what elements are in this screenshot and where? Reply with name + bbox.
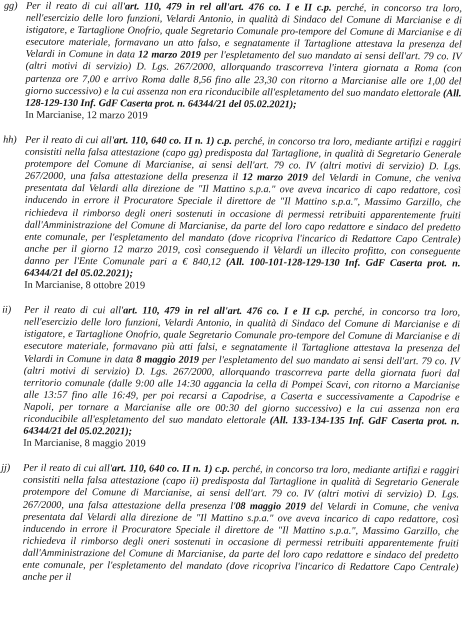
bold-legal-reference: art. 110, 479 in rel all'art. 476 co. I e II c.p.	[124, 1, 332, 14]
place-and-date: In Marcianise, 12 marzo 2019	[25, 109, 148, 122]
paragraph-content	[23, 305, 460, 453]
text-segment: del Velardi in Comune, che veniva presentata dal Velardi alla direzione de "Il Mattino s.p.a." ove aveva incarico di capo redattore, così inducendo in errore il Procuratore Speciale il direttore de "Il Mattino s.p.a.", Massimo Garzillo, che richiedeva il rimborso degli oneri sostenuti in occasione di permessi retribuiti apparentemente fruiti dall'Amministrazione del Comune di Marcianise, da parte del loro capo redattore e sindaco del predetto ente comunale, per l'espletamento del mandato (dove ricopriva l'incarico di Redattore Capo Centrale) anche per il	[22, 501, 459, 584]
bold-legal-reference: art. 110, 640 co. II n. 1) c.p.	[113, 135, 232, 147]
paragraph-label: hh)	[3, 134, 17, 146]
paragraph-label: gg)	[3, 0, 18, 12]
paragraph-body	[25, 1, 462, 113]
bold-date: 12 marzo 2019	[242, 172, 308, 184]
text-segment: per l'espletamento del suo mandato ai sensi dell'art. 79 co. IV (altri motivi di servizio) D. Lgs. 267/2000, allorquando trascorreva parte della giornata fuori dal territorio comunale (dalle 9:00 alle 14:30 aggancia la cella di Pompei Scavi, con ritorno a Marcianise alle 13:57 fino alle 16:49, per poi recarsi a Capodrise, a Caserta e successivamente a Capodrise e Napoli, per tornare a Marcianise alle ore 00:30 del giorno successivo) e la cui assenza non era riconducibile all'espletamento del suo mandato elettorale	[23, 354, 460, 427]
paragraph-content	[25, 1, 462, 125]
charge-paragraph-jj	[1, 462, 460, 584]
charge-paragraph-gg	[3, 1, 462, 125]
text-segment: perché, in concorso tra loro, nell'esercizio delle loro funzioni, Velardi Antonio, in qualità di Sindaco del Comune di Marcianise e di istigatore, e Tartaglione Onofrio, quale Segretario Comunale pro-tempore del Comune di Marcianise e di esecutore materiale, formavano un atto falso, e segnatamente il Tartaglione attestava la presenza del Velardi in Comune in data	[25, 2, 462, 61]
text-segment: Per il reato di cui all'	[25, 134, 114, 147]
place-and-date: In Marcianise, 8 ottobre 2019	[24, 279, 146, 292]
bold-legal-reference: art. 110, 640 co. II n. 1) c.p.	[111, 463, 230, 476]
charge-paragraph-hh	[2, 135, 461, 295]
text-segment: Per il reato di cui all'	[24, 304, 124, 317]
charge-paragraph-ii	[1, 305, 460, 453]
paragraph-body	[22, 463, 459, 587]
text-segment: perché, in concorso tra loro, mediante artifizi e raggiri consistiti nella falsa attestazione (capo gg) predisposta dal Tartaglione, in qualità di Segretario Generale protempore del Comune di Marcianise, ai sensi dell'art. 79 co. IV (altri motivi di servizio) D. Lgs. 267/2000, una falsa attestazione della presenza il	[24, 135, 462, 184]
paragraph-body	[24, 135, 461, 283]
paragraph-body	[23, 305, 460, 441]
bold-date: 8 maggio 2019	[136, 353, 200, 366]
paragraph-content	[22, 462, 460, 584]
bold-date: 12 marzo 2019	[138, 49, 201, 62]
bold-attachment-reference: (All. 133-134-135 Inf. GdF Caserta prot. n. 64344/21 del 05.02.2021);	[23, 415, 460, 438]
bold-attachment-reference: (All. 100-101-128-129-130 Inf. GdF Caserta prot. n. 64344/21 del 05.02.2021);	[24, 256, 461, 280]
text-segment: Per il reato di cui all'	[23, 462, 112, 475]
text-segment: Per il reato di cui all'	[25, 0, 125, 13]
place-and-date: In Marcianise, 8 maggio 2019	[23, 437, 146, 450]
paragraph-label: ii)	[2, 304, 12, 316]
paragraph-content	[24, 135, 461, 295]
text-segment: perché, in concorso tra loro, nell'esercizio delle loro funzioni, Velardi Antonio, in qualità di Sindaco del Comune di Marcianise e di istigatore, e Tartaglione Onofrio, quale Segretario Comunale pro-tempore del Comune di Marcianise e di esecutore materiale, formavano più atti falsi, e segnatamente il Tartaglione attestava la presenza del Velardi in Comune in data	[23, 306, 461, 365]
text-segment: per l'espletamento del suo mandato ai sensi dell'art. 79 co. IV (altri motivi di servizio) D. Lgs. 267/2000, allorquando trascorreva l'intera giornata a Roma (con partenza ore 7,00 e arrivo Roma dalle 8,56 fino alle 23,30 con ritorno a Marcianise alle ore 1,00 del giorno successivo) e la cui assenza non era riconducibile all'espletamento del suo mandato elettorale	[25, 50, 462, 99]
bold-attachment-reference: (All. 128-129-130 Inf. GdF Caserta prot. n. 64344/21 del 05.02.2021);	[25, 87, 462, 111]
text-segment: del Velardi in Comune, che veniva presentata dal Velardi alla direzione de "Il Mattino s.p.a." ove aveva incarico di capo redattore, così inducendo in errore il Procuratore Speciale il direttore de "Il Mattino s.p.a.", Massimo Garzillo, che richiedeva il rimborso degli oneri sostenuti in occasione di permessi retribuiti apparentemente fruiti dall'Amministrazione del Comune di Marcianise, da parte del loro capo redattore e sindaco del predetto ente comunale, per l'espletamento del mandato (dove ricopriva l'incarico di Redattore Capo Centrale) anche per il giorno 12 marzo 2019, così conseguendo il Velardi un illecito profitto, con conseguente danno per l'Ente Comunale pari a € 840,12	[24, 172, 461, 268]
paragraph-label: jj)	[1, 462, 11, 474]
bold-date: 08 maggio 2019	[235, 500, 306, 513]
text-segment: perché, in concorso tra loro, mediante artifizi e raggiri consistiti nella falsa attestazione (capo ii) predisposta dal Tartaglione in qualità di Segretario Generale protempore del Comune di Marcianise, ai sensi dell'art. 79 co. IV (altri motivi di servizio) D. Lgs. 267/2000, una falsa attestazione della presenza l'	[22, 464, 460, 512]
bold-legal-reference: art. 110, 479 in rel all'art. 476 co. I e II c.p.	[123, 305, 330, 318]
